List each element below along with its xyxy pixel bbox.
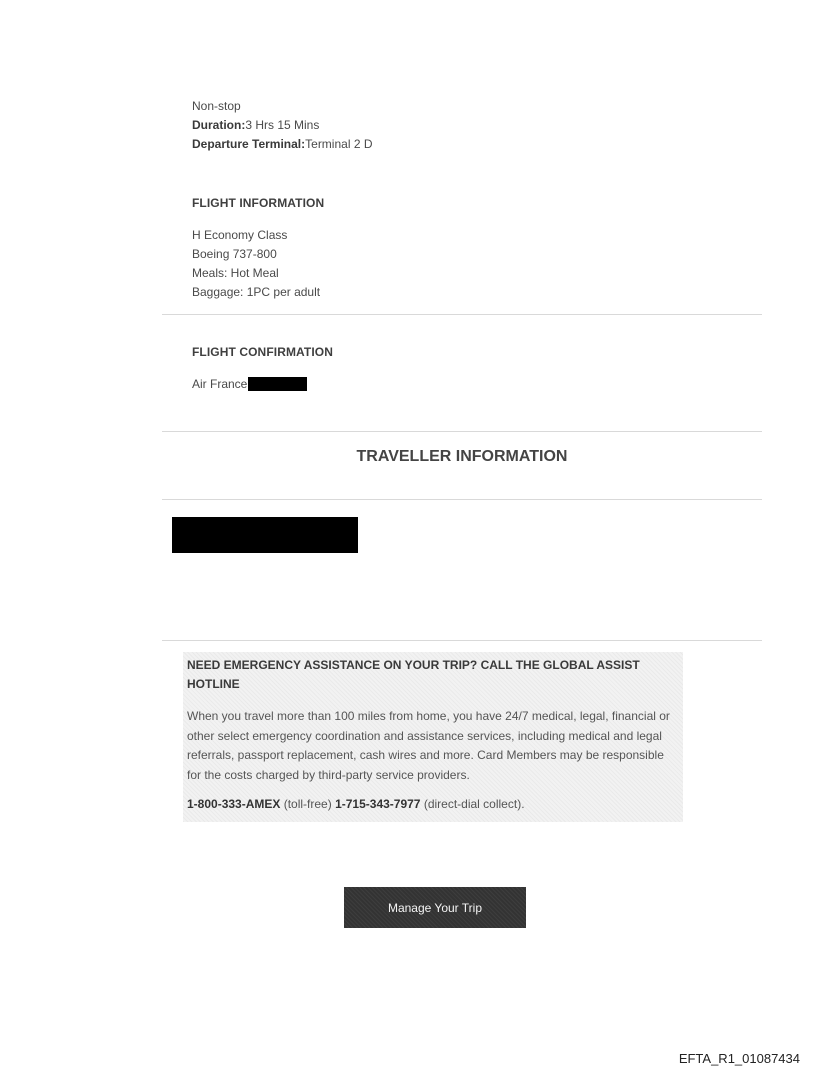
- emergency-body: When you travel more than 100 miles from home, you have 24/7 medical, legal, financial or other select emergency coordination and assistance services, including medical and legal referrals, passport replacement, cash wires and more. Card Members may be responsible for the costs charged by third-party service providers.: [187, 709, 670, 782]
- divider: [162, 640, 762, 641]
- terminal-label: Departure Terminal:: [192, 137, 306, 151]
- manage-trip-button[interactable]: Manage Your Trip: [344, 887, 526, 928]
- terminal-value: Terminal 2 D: [305, 137, 373, 151]
- flight-class: H Economy Class: [192, 228, 288, 242]
- flight-baggage: Baggage: 1PC per adult: [192, 285, 321, 299]
- flight-aircraft: Boeing 737-800: [192, 247, 277, 261]
- phone-toll-free[interactable]: 1-800-333-AMEX: [187, 797, 281, 811]
- phone-direct-dial-note: (direct-dial collect).: [423, 797, 525, 811]
- divider: [162, 431, 762, 432]
- confirmation-airline: Air France: [192, 377, 248, 391]
- traveller-information-heading: TRAVELLER INFORMATION: [356, 448, 568, 465]
- flight-information-heading: FLIGHT INFORMATION: [192, 196, 325, 210]
- divider: [162, 499, 762, 500]
- redacted-traveller-name: [172, 517, 358, 553]
- emergency-phones: [187, 795, 681, 814]
- duration-value: 3 Hrs 15 Mins: [245, 118, 320, 132]
- flight-confirmation-heading: FLIGHT CONFIRMATION: [192, 345, 333, 359]
- phone-direct-dial[interactable]: 1-715-343-7977: [335, 797, 421, 811]
- phone-toll-free-note: (toll-free): [283, 797, 332, 811]
- flight-meals: Meals: Hot Meal: [192, 266, 279, 280]
- emergency-assistance-box: [183, 652, 683, 822]
- departure-terminal: [192, 135, 373, 154]
- redacted-confirmation-code: [248, 377, 307, 391]
- divider: [162, 314, 762, 315]
- flight-duration: [192, 116, 319, 135]
- duration-label: Duration:: [192, 118, 246, 132]
- document-id: EFTA_R1_01087434: [678, 1051, 800, 1066]
- flight-stops: Non-stop: [192, 99, 241, 113]
- emergency-title: NEED EMERGENCY ASSISTANCE ON YOUR TRIP? CALL THE GLOBAL ASSIST HOTLINE: [187, 658, 640, 691]
